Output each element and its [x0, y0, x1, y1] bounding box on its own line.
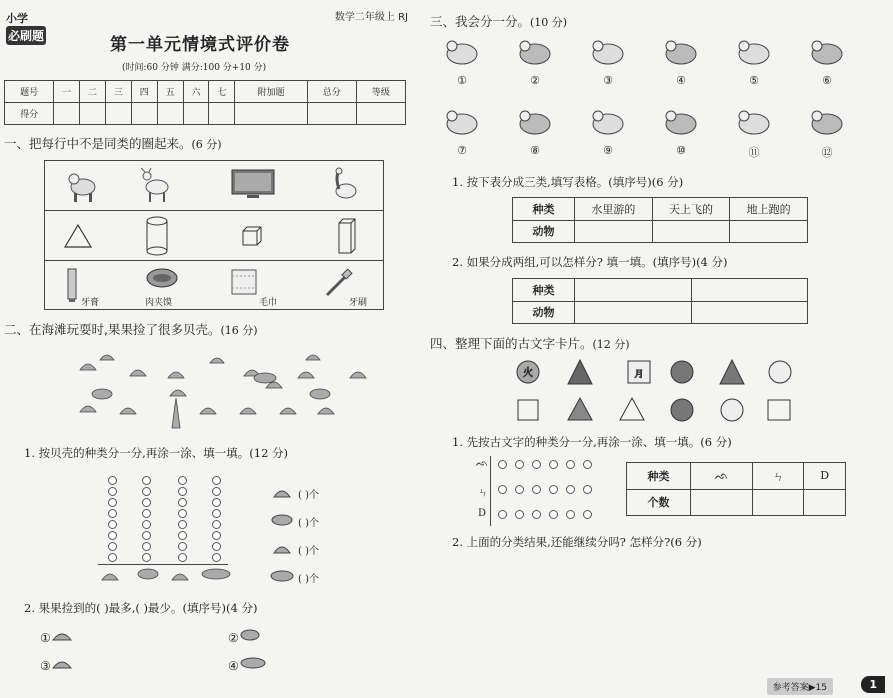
conch-icon [92, 389, 112, 399]
item-label-toothbrush: 牙刷 [349, 298, 368, 308]
tally-circle[interactable] [142, 520, 151, 529]
shell-icon [170, 390, 186, 396]
char-header-fire [691, 463, 753, 490]
svg-text:火: 火 [523, 368, 533, 379]
shell-icon [51, 656, 73, 670]
section2-title: 二、在海滩玩耍时,果果捡了很多贝壳。 [4, 322, 221, 337]
animal-number: ④ [676, 74, 686, 87]
option-2-label: ② [228, 631, 239, 645]
kitten-icon [807, 34, 847, 70]
blank-count-4[interactable]: ( )个 [298, 574, 319, 585]
tally-circle[interactable] [212, 542, 221, 551]
people-glyph-icon: ㄣ [772, 469, 784, 483]
tally-circle[interactable] [142, 476, 151, 485]
table1-header-sky: 天上飞的 [652, 198, 730, 221]
shell-icon [172, 574, 188, 580]
option-2[interactable] [228, 628, 261, 645]
tally-circle[interactable] [142, 487, 151, 496]
tiger-icon [588, 104, 628, 140]
char-table-row-count: 个数 [627, 489, 691, 516]
puppy-icon [661, 34, 701, 70]
tally-circle[interactable] [515, 485, 524, 494]
tally-circle[interactable] [108, 531, 117, 540]
shell-icon [130, 370, 146, 376]
moon-glyph-icon: D [820, 469, 830, 483]
section3-title: 三、我会分一分。 [430, 14, 531, 29]
shell-icon [200, 408, 216, 414]
shell-icon [318, 408, 334, 414]
people-character-card [620, 398, 644, 420]
animal-number: ① [457, 74, 467, 87]
tally-circle[interactable] [549, 510, 558, 519]
section2-q2: 2. 果果捡到的( )最多,( )最少。(填序号)(4 分) [24, 601, 258, 615]
section3-points: (10 分) [530, 16, 568, 29]
item-label-towel: 毛巾 [259, 298, 278, 308]
grid-row-animals [45, 161, 383, 211]
score-input-cell[interactable] [105, 103, 131, 125]
moon-character-card [671, 399, 693, 421]
item-label-roujiamo: 肉夹馍 [145, 298, 173, 308]
tally-circle[interactable] [532, 460, 541, 469]
animal-card[interactable] [586, 34, 630, 87]
conch-icon [239, 656, 267, 670]
fire-glyph-icon: ᨒ [714, 468, 729, 482]
blank-count-3[interactable]: ( )个 [298, 546, 319, 557]
animal-card[interactable] [586, 104, 630, 157]
shell-count-blanks [270, 484, 360, 584]
shells-illustration [60, 348, 370, 430]
tally-circle[interactable] [212, 520, 221, 529]
score-header-cell: 一 [54, 81, 80, 103]
tally-circle[interactable] [142, 531, 151, 540]
fish-icon [807, 104, 847, 140]
animal-number: ⑩ [676, 144, 686, 157]
tally-circle[interactable] [566, 460, 575, 469]
animal-number: ⑥ [822, 74, 832, 87]
tally-column-shells [100, 562, 240, 584]
tally-circle[interactable] [178, 553, 187, 562]
score-row-label: 得分 [5, 103, 54, 125]
section3-q1: 1. 按下表分成三类,填写表格。(填序号)(6 分) [452, 175, 684, 189]
tally-circle[interactable] [498, 460, 507, 469]
character-tally [476, 456, 606, 530]
tally-circle[interactable] [178, 498, 187, 507]
shell-icon [298, 372, 314, 378]
bee-icon [442, 104, 482, 140]
people-character-card [518, 400, 538, 420]
parrot-icon [515, 34, 555, 70]
goose-icon[interactable] [329, 167, 359, 203]
shell-icon [270, 485, 294, 499]
animal-card[interactable] [805, 34, 849, 87]
section1-points: (6 分) [191, 138, 222, 151]
tally-circle[interactable] [515, 510, 524, 519]
page-title: 第一单元情境式评价卷 [110, 35, 290, 55]
tally-circle[interactable] [142, 553, 151, 562]
shell-icon [120, 408, 136, 414]
score-header-cell: 三 [105, 81, 131, 103]
score-header-cell: 七 [209, 81, 235, 103]
tally-circle[interactable] [142, 542, 151, 551]
score-input-cell[interactable] [356, 103, 405, 125]
animal-number: ⑤ [749, 74, 759, 87]
towel-icon[interactable] [229, 267, 259, 297]
page-number: 1 [861, 676, 885, 693]
grid-row-shapes [45, 211, 383, 261]
tally-circle[interactable] [498, 485, 507, 494]
answer-reference: 参考答案▶15 [767, 678, 833, 695]
fire-character-card [671, 361, 693, 383]
table1-header-land: 地上跑的 [730, 198, 808, 221]
subject-label: 数学二年级上 RJ [334, 12, 408, 23]
table1-row-animals: 动物 [513, 220, 575, 243]
conch-icon [270, 513, 294, 527]
animal-number: ⑪ [748, 146, 760, 159]
conch-icon [254, 373, 276, 383]
tally-circle[interactable] [583, 460, 592, 469]
animal-number: ⑦ [457, 144, 467, 157]
table1-header-water: 水里游的 [575, 198, 653, 221]
cow-icon[interactable] [65, 169, 101, 203]
tv-icon[interactable] [231, 169, 275, 201]
table2-answer-cell[interactable] [691, 301, 808, 324]
shell-icon [168, 372, 184, 378]
tally-divider [490, 456, 491, 526]
section2-points: (16 分) [220, 324, 258, 337]
animal-number: ⑫ [821, 146, 833, 159]
shell-icon [240, 408, 256, 414]
section3-heading [430, 12, 567, 30]
score-header-cell: 五 [157, 81, 183, 103]
tally-circle[interactable] [108, 498, 117, 507]
tally-circle[interactable] [212, 509, 221, 518]
section4-q2: 2. 上面的分类结果,还能继续分吗? 怎样分?(6 分) [452, 535, 702, 549]
animal-card[interactable] [659, 104, 703, 157]
spiral-shell-icon [172, 398, 180, 428]
ancient-character-cards [510, 356, 800, 426]
score-input-cell[interactable] [80, 103, 106, 125]
fire-character-card [768, 400, 790, 420]
shell-icon [80, 406, 96, 412]
score-input-cell[interactable] [131, 103, 157, 125]
table2-answer-cell[interactable] [575, 279, 692, 302]
animal-number: ③ [603, 74, 613, 87]
shell-icon [80, 364, 96, 370]
conch-icon [239, 628, 261, 642]
score-header-cell: 总分 [307, 81, 356, 103]
tally-circle[interactable] [212, 487, 221, 496]
tally-circle[interactable] [178, 542, 187, 551]
table1-answer-cell[interactable] [652, 220, 730, 243]
shell-icon [51, 628, 73, 642]
tally-circle[interactable] [142, 498, 151, 507]
tally-circle[interactable] [549, 460, 558, 469]
tally-circle[interactable] [108, 553, 117, 562]
section4-heading [430, 334, 630, 352]
score-header-cell: 四 [131, 81, 157, 103]
option-4[interactable] [228, 656, 267, 673]
section1-title: 一、把每行中不是同类的圈起来。 [4, 136, 192, 151]
animal-card[interactable] [805, 104, 849, 160]
tally-circle[interactable] [108, 520, 117, 529]
tally-circle[interactable] [142, 509, 151, 518]
grid-row-daily-items [45, 261, 383, 311]
animal-number: ⑧ [530, 144, 540, 157]
tally-circle[interactable] [212, 553, 221, 562]
score-input-cell[interactable] [54, 103, 80, 125]
shell-icon [100, 355, 114, 360]
logo-line2: 必刷题 [6, 26, 46, 45]
tally-circle[interactable] [566, 510, 575, 519]
score-input-cell[interactable] [235, 103, 307, 125]
animal-two-group-table [512, 278, 808, 324]
score-table [4, 80, 406, 125]
score-header-cell: 附加题 [235, 81, 307, 103]
table1-answer-cell[interactable] [575, 220, 653, 243]
conch-icon [138, 569, 158, 579]
fire-character-card [568, 398, 592, 420]
char-count-cell[interactable] [691, 489, 753, 516]
tally-circle[interactable] [178, 476, 187, 485]
conch-icon [270, 569, 294, 583]
score-input-cell[interactable] [307, 103, 356, 125]
table1-answer-cell[interactable] [730, 220, 808, 243]
shell-icon [210, 358, 224, 363]
option-1-label: ① [40, 631, 51, 645]
triangle-icon[interactable] [63, 223, 93, 249]
tally-circle[interactable] [212, 498, 221, 507]
blank-count-2[interactable]: ( )个 [298, 518, 319, 529]
tally-circle[interactable] [212, 531, 221, 540]
swallow-icon [515, 104, 555, 140]
dragonfly-icon [661, 104, 701, 140]
score-header-cell: 二 [80, 81, 106, 103]
blank-count-1[interactable]: ( )个 [298, 490, 319, 501]
char-count-cell[interactable] [804, 489, 846, 516]
animal-three-class-table [512, 197, 808, 243]
tally-circle[interactable] [178, 520, 187, 529]
animal-number: ⑨ [603, 144, 613, 157]
roujiamo-icon[interactable] [145, 267, 179, 289]
section4-points: (12 分) [592, 338, 630, 351]
animal-number: ② [530, 74, 540, 87]
moon-glyph-icon: D [478, 508, 487, 519]
tally-circle[interactable] [566, 485, 575, 494]
tally-circle[interactable] [583, 510, 592, 519]
toothpaste-icon[interactable] [65, 267, 79, 303]
score-value-row [5, 103, 406, 125]
people-character-card [769, 361, 791, 383]
goat-icon[interactable] [137, 167, 173, 203]
animal-card[interactable] [732, 34, 776, 87]
section2-heading [4, 320, 258, 338]
section3-q2: 2. 如果分成两组,可以怎样分? 填一填。(填序号)(4 分) [452, 255, 728, 269]
animal-card[interactable] [659, 34, 703, 87]
tally-circle[interactable] [515, 460, 524, 469]
section4-title: 四、整理下面的古文字卡片。 [430, 336, 593, 351]
score-input-cell[interactable] [183, 103, 209, 125]
tally-circle[interactable] [212, 476, 221, 485]
cube-icon[interactable] [241, 225, 263, 247]
score-header-cell: 六 [183, 81, 209, 103]
char-header-people [753, 463, 804, 490]
table1-header-kind: 种类 [513, 198, 575, 221]
table2-row-animals: 动物 [513, 301, 575, 324]
elephant-icon [734, 104, 774, 140]
tally-circle[interactable] [178, 531, 187, 540]
char-table-header-kind: 种类 [627, 463, 691, 490]
score-header-cell: 等级 [356, 81, 405, 103]
option-3-label: ③ [40, 659, 51, 673]
tally-circle[interactable] [108, 487, 117, 496]
tally-circle[interactable] [532, 510, 541, 519]
cylinder-icon[interactable] [145, 215, 169, 257]
time-info: (时间:60 分钟 满分:100 分+10 分) [122, 63, 267, 73]
tally-circle[interactable] [178, 509, 187, 518]
animal-card[interactable] [513, 104, 557, 157]
score-input-cell[interactable] [157, 103, 183, 125]
option-4-label: ④ [228, 659, 239, 673]
whale-icon [442, 34, 482, 70]
logo-line1: 小学 [6, 12, 28, 25]
shell-icon [280, 408, 296, 414]
moon-character-card [721, 399, 743, 421]
char-count-cell[interactable] [753, 489, 804, 516]
fire-character-card [568, 360, 592, 384]
section1-grid [44, 160, 384, 310]
tally-circle[interactable] [108, 509, 117, 518]
tally-circle[interactable] [583, 485, 592, 494]
table2-header-kind: 种类 [513, 279, 575, 302]
animal-card[interactable] [513, 34, 557, 87]
conch-icon [310, 389, 330, 399]
section4-q1: 1. 先按古文字的种类分一分,再涂一涂、填一填。(6 分) [452, 435, 732, 449]
shell-icon [270, 541, 294, 555]
item-label-toothpaste: 牙膏 [81, 298, 100, 308]
fire-character-card [720, 360, 744, 384]
score-header-cell: 题号 [5, 81, 54, 103]
tally-circle[interactable] [498, 510, 507, 519]
table2-answer-cell[interactable] [575, 301, 692, 324]
goldfish-icon [734, 34, 774, 70]
char-header-moon [804, 463, 846, 490]
brand-logo [4, 10, 54, 46]
character-count-table [626, 462, 846, 516]
tally-circle[interactable] [108, 476, 117, 485]
conch-icon [202, 569, 230, 579]
option-3[interactable] [40, 656, 73, 673]
shell-icon [102, 574, 118, 580]
animal-card[interactable] [440, 104, 484, 157]
svg-text:月: 月 [634, 370, 644, 380]
people-glyph-icon: ㄣ [478, 488, 488, 499]
animal-card[interactable] [440, 34, 484, 87]
tally-circle[interactable] [108, 542, 117, 551]
tally-circle[interactable] [178, 487, 187, 496]
score-header-row [5, 81, 406, 103]
fire-glyph-icon: ᨒ [476, 458, 489, 469]
animal-card[interactable] [732, 104, 776, 160]
option-1[interactable] [40, 628, 73, 645]
section1-heading [4, 134, 222, 152]
score-input-cell[interactable] [209, 103, 235, 125]
cuboid-icon[interactable] [337, 217, 357, 255]
shell-icon [350, 372, 366, 378]
tally-circle[interactable] [549, 485, 558, 494]
tally-circle[interactable] [532, 485, 541, 494]
shell-icon [306, 355, 320, 360]
butterfly-icon [588, 34, 628, 70]
section2-q1: 1. 按贝壳的种类分一分,再涂一涂、填一填。(12 分) [24, 446, 289, 460]
table2-answer-cell[interactable] [691, 279, 808, 302]
animal-gallery [440, 34, 880, 166]
